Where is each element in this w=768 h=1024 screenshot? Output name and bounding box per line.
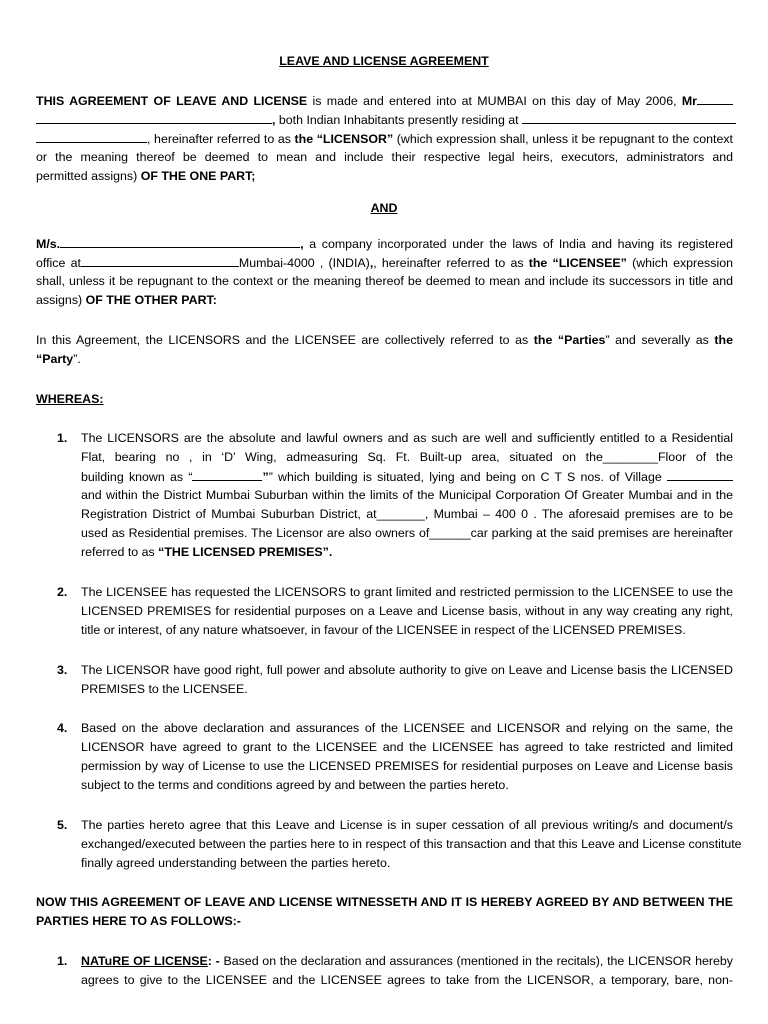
recital-3-number: 3. <box>57 663 68 677</box>
licensor-name-blank <box>697 91 733 105</box>
recital-1-line-4: and within the District Mumbai Suburban within the limits of the Municipal Corporation Of Greater Mumbai and in the <box>81 488 733 502</box>
recital-2-line-1: The LICENSEE has requested the LICENSORS to grant limited and restricted permission to the LICENSEE to use the <box>81 585 733 599</box>
recital-5-number: 5. <box>57 818 68 832</box>
recital-5-line-1: The parties hereto agree that this Leave and License is in super cessation of all previous writing/s and document/s <box>81 818 733 832</box>
building-situated-text: ” which building is situated, lying and being on C T S nos. of Village <box>268 470 662 484</box>
recital-3-line-2: PREMISES to the LICENSEE. <box>81 682 248 696</box>
document-title: LEAVE AND LICENSE AGREEMENT <box>279 54 489 68</box>
parties-the: the <box>714 333 734 347</box>
intro-line-2: , both Indian Inhabitants presently residing at <box>36 110 733 130</box>
recital-1-number: 1. <box>57 431 68 445</box>
licensee-referred-text: , hereinafter referred to as <box>373 256 529 270</box>
licensee-name-blank <box>60 234 300 248</box>
recital-1-line-7 <box>81 543 332 562</box>
parties-text: In this Agreement, the LICENSORS and the LICENSEE are collectively referred to as <box>36 333 534 347</box>
and-heading: AND <box>370 201 398 215</box>
clause-1-text: Based on the declaration and assurances (mentioned in the recitals), the LICENSOR hereby <box>219 954 733 968</box>
licensor-name-blank-2 <box>36 110 272 124</box>
recital-1-line-2: Flat, bearing no , in ‘D’ Wing, admeasuring Sq. Ft. Built-up area, situated on the________Floor of the <box>81 450 733 464</box>
licensor-address-blank <box>522 110 736 124</box>
licensee-line-4 <box>36 291 217 310</box>
other-part-label: OF THE OTHER PART: <box>85 293 217 307</box>
clause-1-line-2: agrees to give to the LICENSEE and the LICENSEE agrees to take from the LICENSOR, a temporary, bare, non- <box>81 973 733 987</box>
witnesseth-line-1: NOW THIS AGREEMENT OF LEAVE AND LICENSE WITNESSETH AND IT IS HEREBY AGREED BY AND BETWEEN THE <box>36 895 733 909</box>
recital-4-line-1: Based on the above declaration and assurances of the LICENSEE and LICENSOR and relying on the same, the <box>81 721 733 735</box>
parties-term: the “Parties <box>533 333 606 347</box>
ms-label: M/s. <box>36 237 61 251</box>
recital-2-line-2: LICENSED PREMISES for residential purposes on a Leave and License basis, without in any way creating any right, <box>81 604 733 618</box>
one-part-label: OF THE ONE PART; <box>140 169 256 183</box>
licensee-line-2: office at Mumbai-4000 , (INDIA),, hereinafter referred to as the “LICENSEE” (which expression <box>36 253 733 273</box>
licensee-company-text: a company incorporated under the laws of India and having its registered <box>303 237 733 251</box>
clause-1-number: 1. <box>57 954 68 968</box>
mr-label: Mr <box>681 94 697 108</box>
whereas-heading: WHEREAS: <box>36 392 104 406</box>
party-term: “Party <box>36 352 74 366</box>
parties-line-2 <box>36 350 81 369</box>
party-end: ”. <box>73 352 81 366</box>
licensee-line-1: M/s. , a company incorporated under the laws of India and having its registered <box>36 234 733 254</box>
intro-line-3 <box>36 129 733 149</box>
intro-text: is made and entered into at MUMBAI on this day of May 2006, <box>307 94 682 108</box>
licensee-assigns-text: assigns) <box>36 293 86 307</box>
heading-colon: : - <box>207 954 220 968</box>
building-name-blank <box>192 467 262 481</box>
clause-1-line-1 <box>81 952 733 971</box>
nature-of-license-heading: NATuRE OF LICENSE <box>81 954 208 968</box>
licensee-expression-text: (which expression <box>626 256 733 270</box>
recital-5-line-3: finally agreed understanding between the parties hereto. <box>81 856 391 870</box>
recital-4-line-3: permission by way of License to use the LICENSED PREMISES for residential purposes on Leave and License basis <box>81 759 733 773</box>
recital-1-line-3: building known as “ ”” which building is situated, lying and being on C T S nos. of Village <box>81 467 733 487</box>
recital-1-line-6: used as Residential premises. The Licensor are also owners of______car parking at the said premises are hereinafter <box>81 526 733 540</box>
intro-assigns-text: permitted assigns) <box>36 169 141 183</box>
recital-4-line-4: subject to the terms and conditions agreed by and between the parties hereto. <box>81 778 509 792</box>
licensee-line-3: shall, unless it be repugnant to the context or the meaning thereof be deemed to mean and include its successors in title and <box>36 274 733 288</box>
recital-3-line-1: The LICENSOR have good right, full power and absolute authority to give on Leave and License basis the LICENSED <box>81 663 733 677</box>
intro-referred-text: , hereinafter referred to as <box>147 132 295 146</box>
intro-line-5 <box>36 167 255 186</box>
recital-1-line-1: The LICENSORS are the absolute and lawful owners and as such are well and sufficiently entitled to a Residential <box>81 431 733 445</box>
mumbai-pin-text: Mumbai-4000 , (INDIA) <box>238 256 370 270</box>
intro-line-4: or the meaning thereof be deemed to mean and include their respective legal heirs, executors, administrators and <box>36 150 733 164</box>
recital-4-line-2: LICENSOR have agreed to grant to the LICENSEE and the LICENSEE has agreed to take restricted and limited <box>81 740 733 754</box>
office-at-text: office at <box>36 256 81 270</box>
licensed-premises-term: “THE LICENSED PREMISES”. <box>158 545 333 559</box>
intro-inhabitants-text: both Indian Inhabitants presently residing at <box>275 113 519 127</box>
intro-expression-text: (which expression shall, unless it be repugnant to the context <box>393 132 733 146</box>
licensor-term: the “LICENSOR” <box>294 132 394 146</box>
licensee-term: the “LICENSEE” <box>528 256 627 270</box>
recital-4-number: 4. <box>57 721 68 735</box>
witnesseth-line-2: PARTIES HERE TO AS FOLLOWS:- <box>36 914 241 928</box>
recital-1-line-5: Registration District of Mumbai Suburban District, at_______, Mumbai – 400 0 . The aforesaid premises are to be <box>81 507 733 521</box>
intro-line-1 <box>36 91 733 111</box>
parties-severally-text: ” and severally as <box>605 333 715 347</box>
recital-2-number: 2. <box>57 585 68 599</box>
recital-5-line-2: exchanged/executed between the parties here to in respect of this transaction and that this Leave and License constitute <box>81 837 742 851</box>
office-address-blank <box>81 253 239 267</box>
village-blank <box>667 467 733 481</box>
parties-line-1 <box>36 331 733 350</box>
building-known-text: building known as “ <box>81 470 193 484</box>
licensor-address-blank-2 <box>36 129 147 143</box>
intro-bold-heading: THIS AGREEMENT OF LEAVE AND LICENSE <box>36 94 308 108</box>
recital-2-line-3: title or interest, of any nature whatsoever, in favour of the LICENSEE in respect of the LICENSED PREMISES. <box>81 623 686 637</box>
referred-as-text: referred to as <box>81 545 159 559</box>
